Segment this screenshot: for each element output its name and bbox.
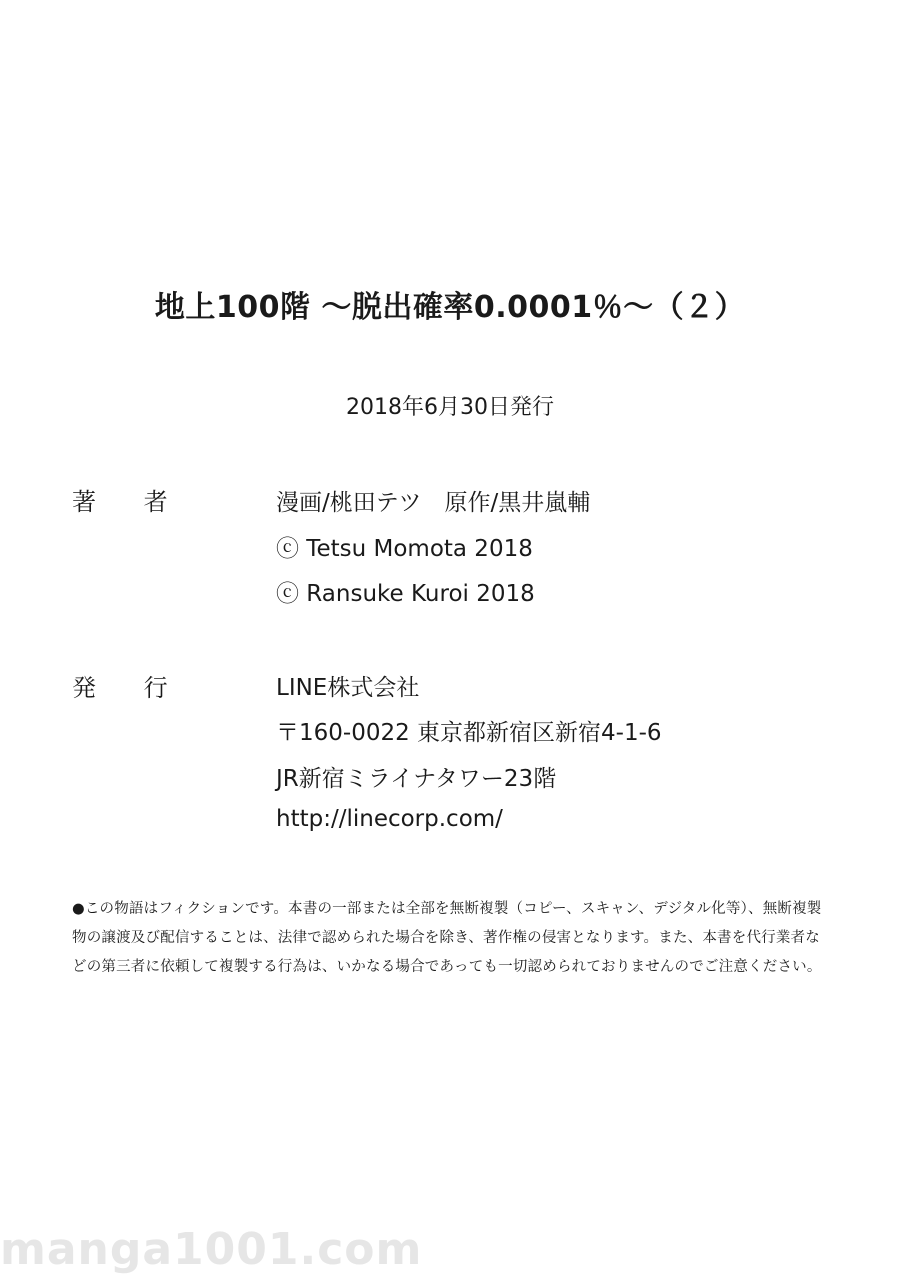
copyright-line-2: ⓒ Ransuke Kuroi 2018 xyxy=(276,581,535,607)
copyright-line-1: ⓒ Tetsu Momota 2018 xyxy=(276,536,533,562)
publisher-url: http://linecorp.com/ xyxy=(276,806,503,832)
publisher-label: 発 行 xyxy=(72,674,188,702)
publisher-address-1: 〒160-0022 東京都新宿区新宿4-1-6 xyxy=(276,720,662,746)
book-title: 地上100階 ～脱出確率0.0001％～（２） xyxy=(154,290,746,325)
author-credit: 漫画/桃田テツ 原作/黒井嵐輔 xyxy=(276,490,591,516)
author-label: 著 者 xyxy=(72,488,188,516)
publish-date: 2018年6月30日発行 xyxy=(346,395,554,420)
publisher-address-2: JR新宿ミライナタワー23階 xyxy=(276,766,557,792)
site-watermark: manga1001.com xyxy=(0,1224,423,1275)
legal-notice: ●この物語はフィクションです。本書の一部または全部を無断複製（コピー、スキャン、デジタル化等）、無断複製物の譲渡及び配信することは、法律で認められた場合を除き、著作権の侵害となります。また、本書を代行業者などの第三者に依頼して複製する行為は、いかなる場合であっても一切認められておりませんのでご注意ください。 xyxy=(72,901,822,975)
publisher-name: LINE株式会社 xyxy=(276,675,420,701)
